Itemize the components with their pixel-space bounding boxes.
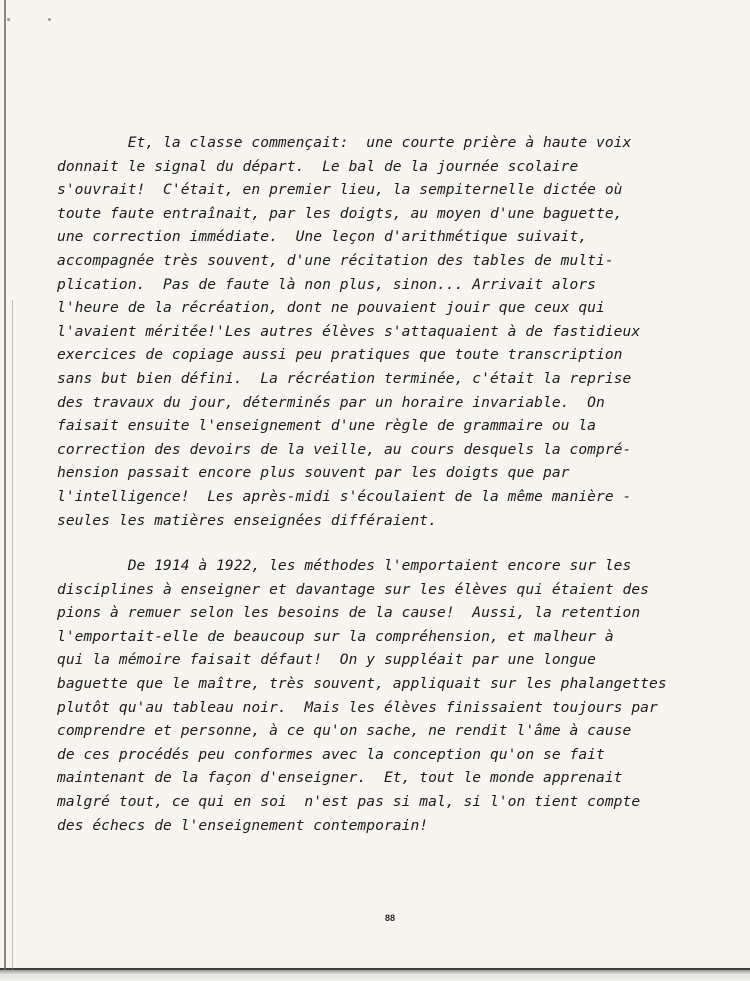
text-line: l'intelligence! Les après-midi s'écoulaient de la même manière - xyxy=(57,487,632,505)
text-line: des échecs de l'enseignement contemporain! xyxy=(57,816,429,834)
text-line: correction des devoirs de la veille, au cours desquels la compré- xyxy=(57,440,632,458)
text-line: toute faute entraînait, par les doigts, au moyen d'une baguette, xyxy=(57,204,623,222)
text-line: accompagnée très souvent, d'une récitation des tables de multi- xyxy=(57,251,614,269)
binding-edge-line xyxy=(4,0,6,972)
text-line: sans but bien défini. La récréation terminée, c'était la reprise xyxy=(57,369,632,387)
text-line: des travaux du jour, déterminés par un horaire invariable. On xyxy=(57,393,605,411)
paragraph-2 xyxy=(57,554,697,837)
text-line: comprendre et personne, à ce qu'on sache, ne rendit l'âme à cause xyxy=(57,722,632,740)
text-line: exercices de copiage aussi peu pratiques que toute transcription xyxy=(57,346,623,364)
paragraph-spacer xyxy=(57,532,697,554)
text-line: l'heure de la récréation, dont ne pouvaient jouir que ceux qui xyxy=(57,299,605,317)
text-line: baguette que le maître, très souvent, appliquait sur les phalangettes xyxy=(57,675,667,693)
text-line: maintenant de la façon d'enseigner. Et, tout le monde apprenait xyxy=(57,769,623,787)
text-line: seules les matières enseignées différaient. xyxy=(57,511,437,529)
body-text xyxy=(57,131,697,837)
text-line: l'avaient méritée!'Les autres élèves s'attaquaient à de fastidieux xyxy=(57,322,641,340)
text-line: qui la mémoire faisait défaut! On y suppléait par une longue xyxy=(57,651,597,669)
text-line: De 1914 à 1922, les méthodes l'emportaient encore sur les xyxy=(57,557,632,575)
text-line: de ces procédés peu conformes avec la conception qu'on se fait xyxy=(57,745,605,763)
text-line: hension passait encore plus souvent par les doigts que par xyxy=(57,464,570,482)
page-bottom-edge xyxy=(0,970,750,981)
text-line: une correction immédiate. Une leçon d'arithmétique suivait, xyxy=(57,228,588,246)
text-line: disciplines à enseigner et davantage sur les élèves qui étaient des xyxy=(57,580,650,598)
text-line: malgré tout, ce qui en soi n'est pas si mal, si l'on tient compte xyxy=(57,793,641,811)
text-line: pions à remuer selon les besoins de la cause! Aussi, la retention xyxy=(57,604,641,622)
text-line: faisait ensuite l'enseignement d'une règle de grammaire ou la xyxy=(57,417,597,435)
paper-speck xyxy=(48,18,51,21)
text-line: plication. Pas de faute là non plus, sinon... Arrivait alors xyxy=(57,275,597,293)
paragraph-1 xyxy=(57,131,697,532)
text-line: l'emportait-elle de beaucoup sur la compréhension, et malheur à xyxy=(57,627,614,645)
text-line: plutôt qu'au tableau noir. Mais les élèves finissaient toujours par xyxy=(57,698,658,716)
text-line: s'ouvrait! C'était, en premier lieu, la sempiternelle dictée où xyxy=(57,181,623,199)
paper-speck xyxy=(7,18,10,21)
text-line: Et, la classe commençait: une courte prière à haute voix xyxy=(57,134,632,151)
page-number: 88 xyxy=(385,913,396,923)
text-line: donnait le signal du départ. Le bal de la journée scolaire xyxy=(57,157,579,175)
binding-edge-line-inner xyxy=(12,300,13,970)
